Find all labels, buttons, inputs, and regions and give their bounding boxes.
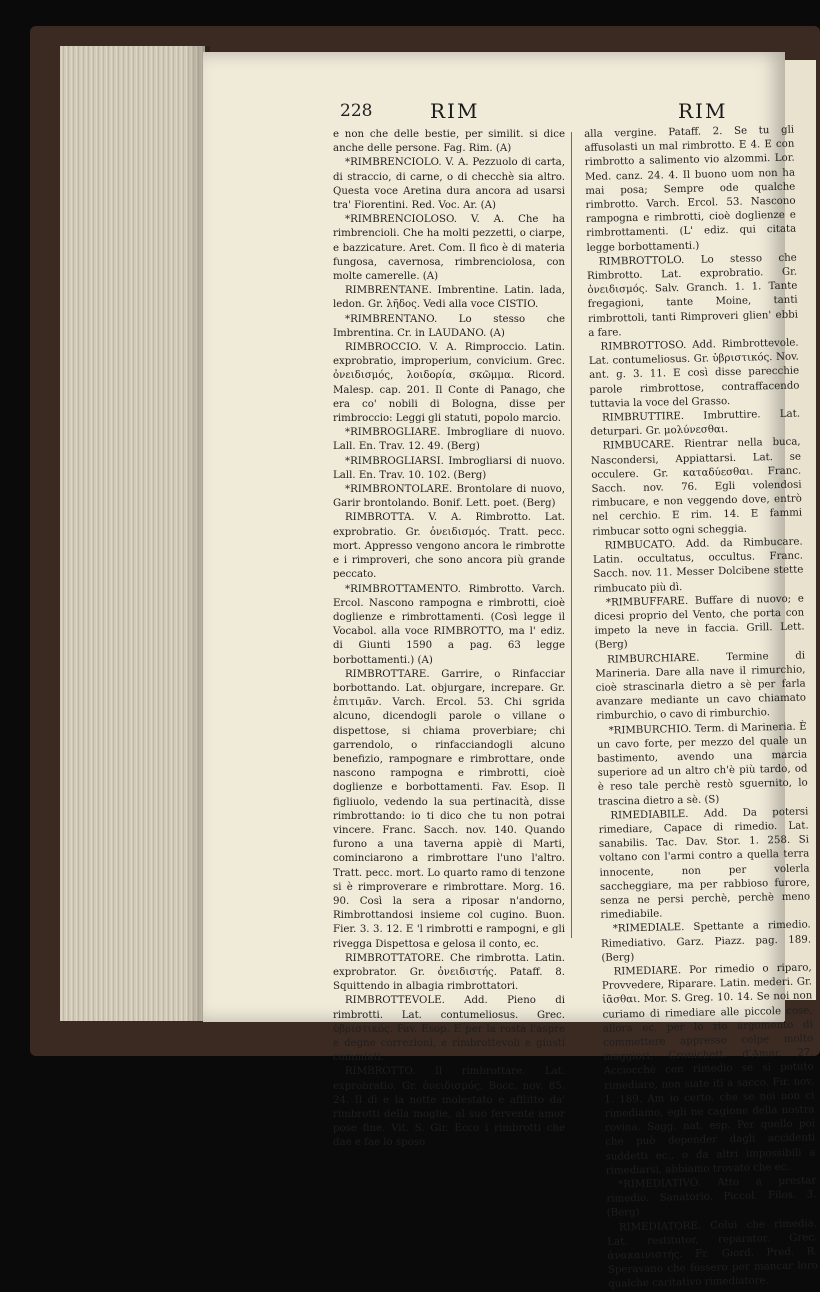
dictionary-entry: RIMBRUTTIRE. Imbruttire. Lat. deturpari. Gr. μολύνεσθαι.	[590, 408, 801, 439]
dictionary-entry: *RIMEDIATIVO. Atto a prestar rimedio. Sanatorio. Piccol. Filos. 3. (Berg)	[606, 1175, 817, 1220]
dictionary-entry: *RIMBRENCIOLOSO. V. A. Che ha rimbrencioli. Che ha molti pezzetti, o ciarpe, e bazzicature. Aret. Com. Il fico è di materia fungosa, cavernosa, rimbrenciolosa, con molte camerelle. (A)	[333, 214, 565, 283]
dictionary-entry: RIMBROTTARE. Garrire, o Rinfacciar borbottando. Lat. objurgare, increpare. Gr. ἐπιτιμᾶν. Varch. Ercol. 53. Chi sgrida alcuno, dicendogli parole o villane o dispettose, si chiama proverbiare; chi garrendolo, o rinfacciandogli alcuno benefizio, rampognare e rimbrottare, onde nascono rampogna e rimbrotti, cioè doglienze e borbottamenti. Fav. Esop. Il figliuolo, vedendo la sua pertinacità, disse rimbrottando: io ti dico che tu non potrai vincere. Franc. Sacch. nov. 140. Quando furono a una taverna appiè di Marti, cominciarono a rimbrottare l'uno l'altro. Tratt. pecc. mort. Lo quarto ramo di tenzone si è rimproverare e rimbrottare. Morg. 16. 90. Così la sera a riposar n'andorno, Rimbrottandosi insieme col cugino. Buon. Fier. 3. 3. 12. E 'l rimbrotti e rampogni, e gli rivegga Dispettosa e gelosa il conto, ec.	[333, 668, 565, 950]
dictionary-entry: RIMBROTTEVOLE. Add. Pieno di rimbrotti. Lat. contumeliosus. Grec. ὑβριστικός. Fav. Esop. E per la rosta l'aspre e degne correzioni, e rimbrottevoli e giusti commiati.	[333, 995, 565, 1064]
running-header-left: RIM	[430, 99, 480, 123]
dictionary-entry: RIMEDIABILE. Add. Da potersi rimediare, Capace di rimedio. Lat. sanabilis. Tac. Dav. Stor. 1. 258. Si voltano con l'armi contro a quella terra innocente, non per volerla saccheggiare, ma per rabbioso furore, senza ne persi perchè, perchè meno rimediabile.	[598, 806, 811, 921]
dictionary-entry: *RIMBROGLIARSI. Imbrogliarsi di nuovo. Lall. En. Trav. 10. 102. (Berg)	[333, 455, 565, 481]
dictionary-entry: RIMBROTTA. V. A. Rimbrotto. Lat. exprobratio. Gr. ὀνειδισμός. Tratt. pecc. mort. Appresso vengono ancora le rimbrotte e i rimproveri, che sono ancora più grande peccato.	[333, 512, 565, 581]
dictionary-entry: *RIMBROGLIARE. Imbrogliare di nuovo. Lall. En. Trav. 12. 49. (Berg)	[333, 427, 565, 453]
dictionary-entry: *RIMBURCHIO. Term. di Marineria. È un cavo forte, per mezzo del quale un bastimento, avendo una marcia superiore ad un altro ch'è più tardo, od è reso tale perchè restò sguernito, lo trascina dietro a sè. (S)	[596, 721, 808, 808]
dictionary-entry: *RIMBRENTANO. Lo stesso che Imbrentina. Cr. in LAUDANO. (A)	[333, 313, 565, 339]
dictionary-entry: *RIMBUFFARE. Buffare di nuovo; e dicesi proprio del Vento, che porta con impeto la neve in faccia. Grill. Lett. (Berg)	[594, 593, 805, 652]
dictionary-entry: RIMBUCATO. Add. da Rimbucare. Latin. occultatus, occultus. Franc. Sacch. nov. 11. Messer Dolcibene stette rimbucato più dì.	[592, 536, 804, 595]
dictionary-entry: alla vergine. Pataff. 2. Se tu gli affusolasti un mal rimbrotto. E 4. E con rimbrotto a salimento vio alzommi. Lor. Med. canz. 24. 4. Il buono uom non ha mai posa; Sempre ode qualche rimbrotto. Varch. Ercol. 53. Nascono rampogna e rimbrotti, cioè doglienze e rimbrottamenti. (L' ediz. qui citata legge borbottamenti.)	[584, 124, 797, 254]
dictionary-entry: *RIMEDIALE. Spettante a rimedio. Rimediativo. Garz. Piazz. pag. 189. (Berg)	[600, 919, 812, 964]
right-column-text	[584, 124, 818, 1292]
dictionary-entry: *RIMBRONTOLARE. Brontolare di nuovo, Garir brontolando. Bonif. Lett. poet. (Berg)	[333, 484, 565, 510]
page-edges	[60, 46, 205, 1021]
column-divider	[571, 132, 572, 938]
dictionary-entry: RIMBROTTOLO. Lo stesso che Rimbrotto. Lat. exprobratio. Gr. ὀνειδισμός. Salv. Granch. 1. 1. Tante fregagioni, tante Moine, tanti rimbrottoli, tanti Rimproveri glien' ebbi a fare.	[586, 252, 799, 339]
left-column	[333, 128, 565, 1149]
dictionary-entry: RIMBROTTOSO. Add. Rimbrottevole. Lat. contumeliosus. Gr. ὑβριστικός. Nov. ant. g. 3. 11. E così disse parecchie parole rimbrottose, contraffacendo tuttavia la voce del Grasso.	[588, 337, 800, 410]
running-header-right: RIM	[678, 99, 728, 123]
dictionary-entry: RIMBROTTATORE. Che rimbrotta. Latin. exprobrator. Gr. ὀνειδιστής. Pataff. 8. Squittendo in albagia rimbrottatori.	[333, 952, 565, 993]
dictionary-entry: RIMEDIATORE. Colui che rimedia. Lat. restitutor, reparator. Grec. ἀνακαινιστής. Fr. Giord. Pred. R. Speravano che fossero per mancar loro qualche caritativo rimediatore.	[607, 1218, 819, 1291]
page-number: 228	[340, 101, 373, 121]
dictionary-entry: *RIMBRENCIOLO. V. A. Pezzuolo di carta, di straccio, di carne, o di checchè sia altro. Questa voce Aretina dura ancora ad usarsi tra' Fiorentini. Red. Voc. Ar. (A)	[333, 157, 565, 212]
dictionary-entry: RIMEDIARE. Por rimedio o riparo, Provvedere, Riparare. Latin. mederi. Gr. ἰᾶσθαι. Mor. S. Greg. 10. 14. Se noi non curiamo di rimediare alle piccole cose, allora ec. per lo rio argomento di commettere appresso colpe molto maggiori. Cronichett. d'Amar. 27. Acciocchè con rimedio se si potuto rimediare, non siate iti a sacco. Fir. nov. 1. 189. Am io certo, che se noi non ci rimediamo, egli ne cagione della nostra rovina. Sagg. nat. esp. Per quello poi che può depender dagli accidenti suddetti ec., o da altri impossibili a rimediarsi, abbiamo trovato che ec.	[601, 962, 816, 1177]
dictionary-entry: RIMBROCCIO. V. A. Rimproccio. Latin. exprobratio, improperium, convicium. Grec. ὀνειδισμός, λοιδορία, σκῶμμα. Ricord. Malesp. cap. 201. Il Conte di Panago, che era co' nobili di Bologna, disse per rimbroccio: Leggi gli statuti, popolo marcio.	[333, 342, 565, 425]
dictionary-entry: RIMBRENTANE. Imbrentine. Latin. lada, ledon. Gr. λῆδος. Vedi alla voce CISTIO.	[333, 285, 565, 311]
right-column	[584, 124, 819, 1291]
dictionary-entry: RIMBROTTO. Il rimbrottare. Lat. exprobratio. Gr. ὀνειδισμός. Bocc. nov. 85. 24. Il dì e la notte molestato e afflitto da' rimbrotti della moglie, al suo fervente amor pose fine. Vit. S. Gir. Ecco i rimbrotti che dae e fae lo sposo	[333, 1066, 565, 1149]
dictionary-entry: RIMBURCHIARE. Termine di Marineria. Dare alla nave il rimurchio, cioè strascinarla dietro a sè per farla avanzare mediante un cavo chiamato rimburchio, o cavo di rimburchio.	[595, 650, 807, 723]
dictionary-entry: *RIMBROTTAMENTO. Rimbrotto. Varch. Ercol. Nascono rampogna e rimbrotti, cioè doglienze e rimbrottamenti. (Così legge il Vocabol. alla voce RIMBROTTO, ma l' ediz. di Giunti 1590 a pag. 63 legge borbottamenti.) (A)	[333, 583, 565, 666]
dictionary-entry: RIMBUCARE. Rientrar nella buca, Nascondersi, Appiattarsi. Lat. se occulere. Gr. καταδύεσθαι. Franc. Sacch. nov. 76. Egli volendosi rimbucare, e non veggendo dove, entrò nel cerchio. E rim. 14. E fammi rimbucar sotto ogni scheggia.	[590, 437, 803, 538]
dictionary-entry: e non che delle bestie, per similit. si dice anche delle persone. Fag. Rim. (A)	[333, 129, 565, 155]
